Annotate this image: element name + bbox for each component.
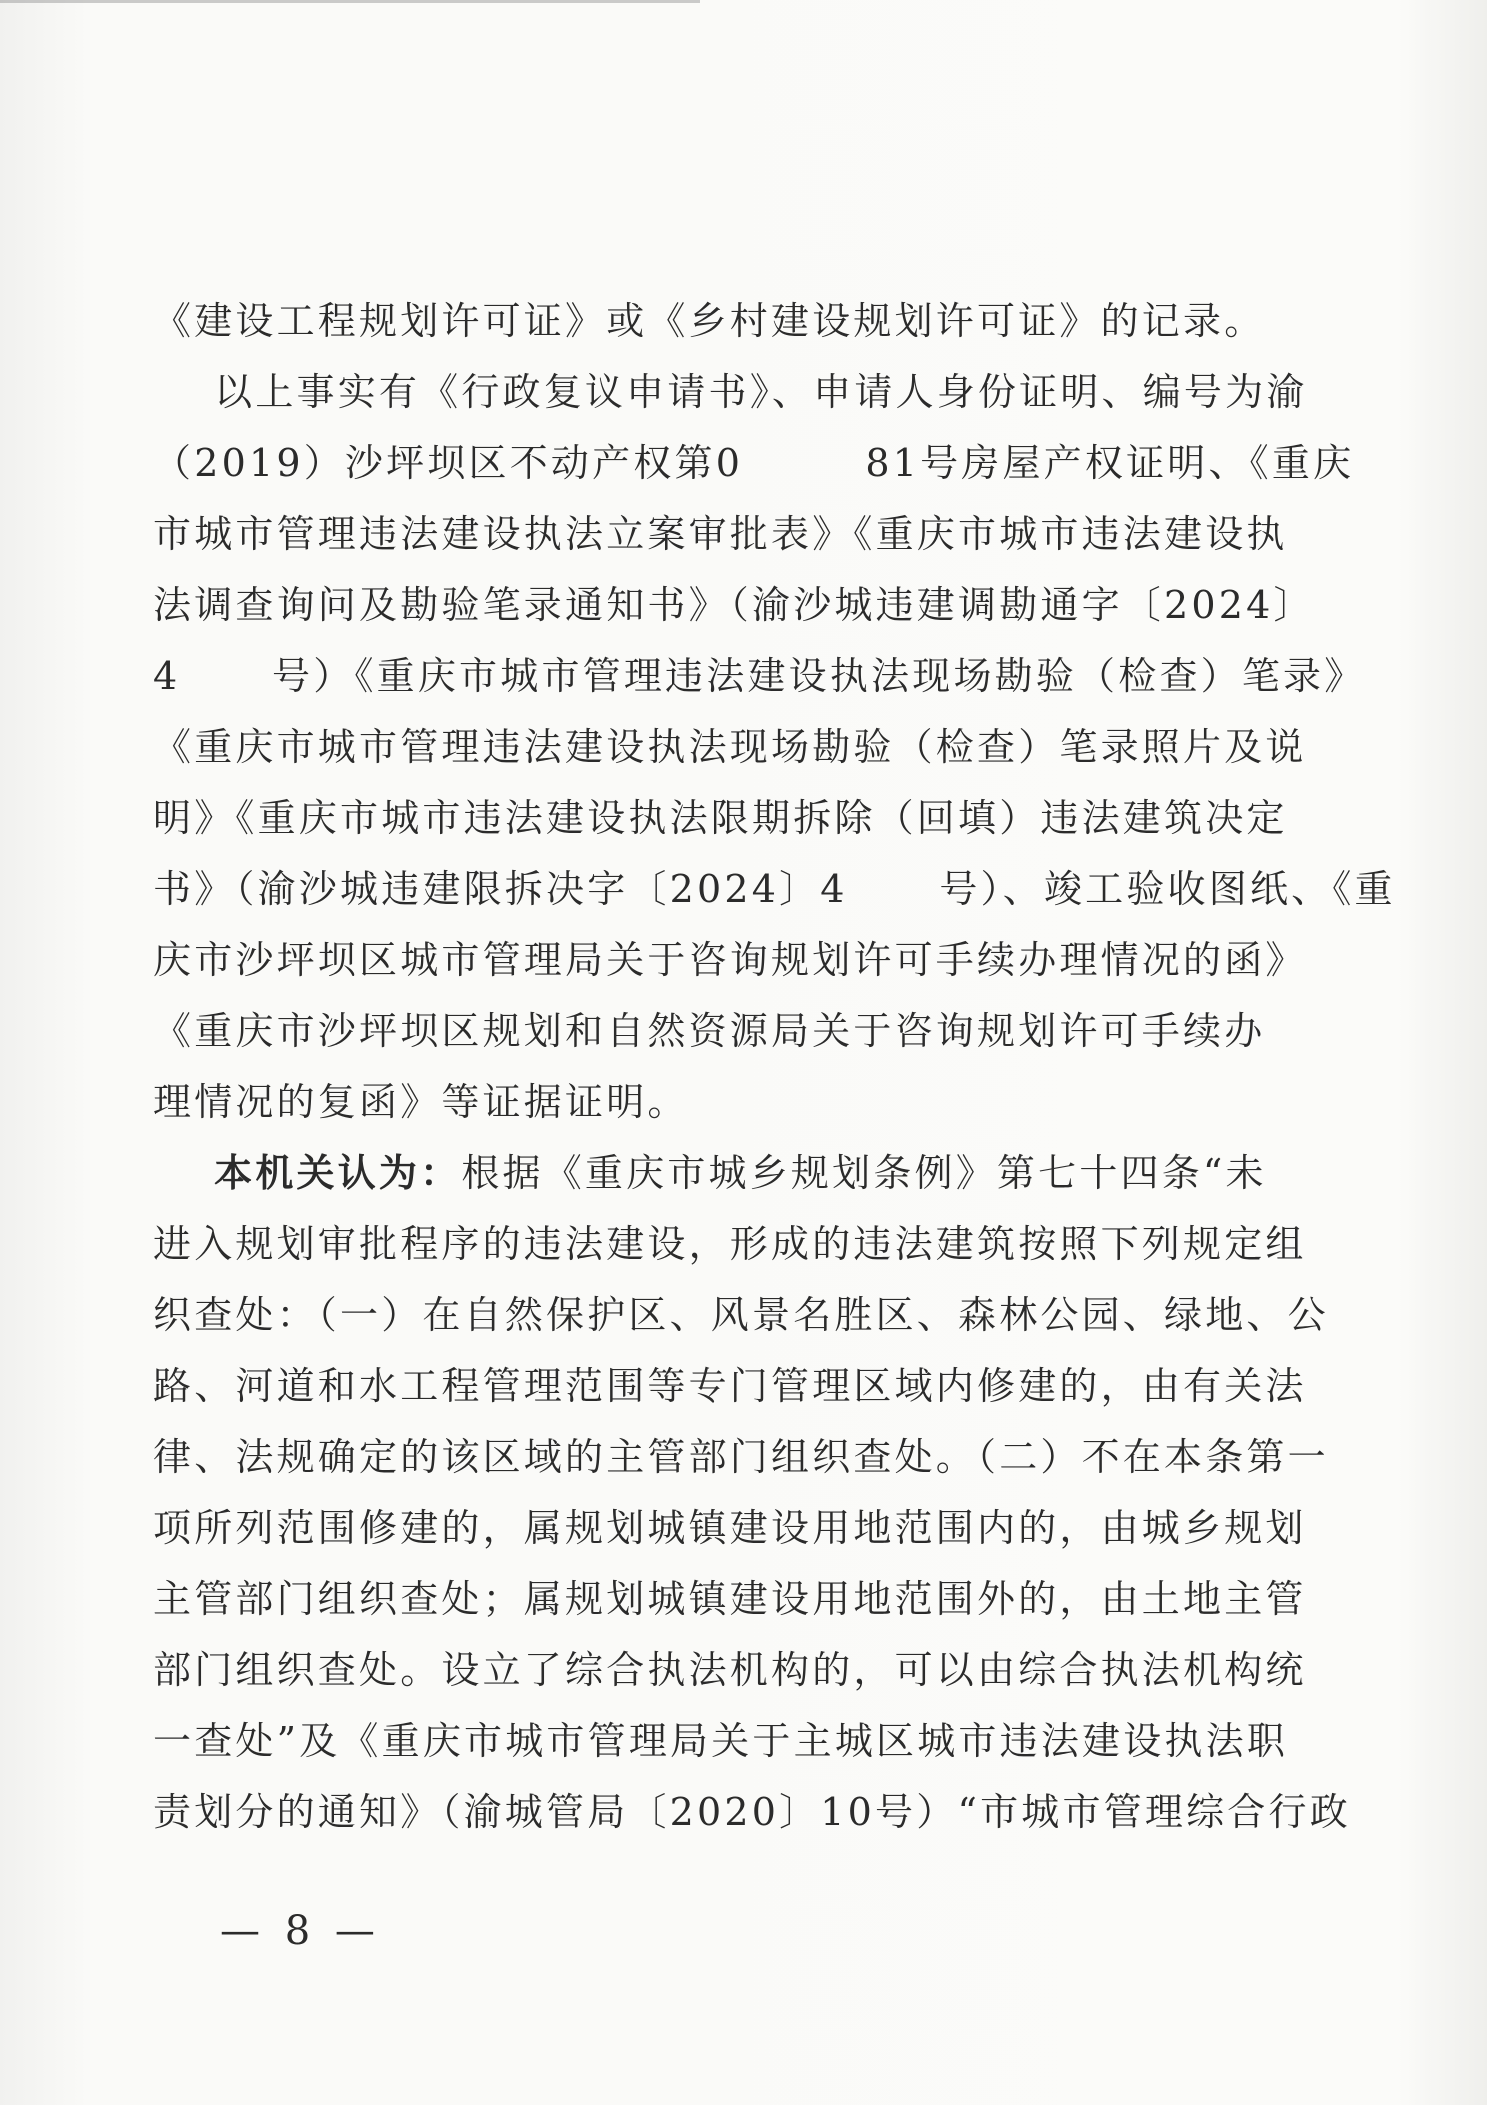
text-line: （2019）沙坪坝区不动产权第0 81号房屋产权证明、《重庆 <box>153 441 1355 485</box>
text-line: 书》（渝沙城违建限拆决字〔2024〕4 号）、竣工验收图纸、《重 <box>153 867 1396 911</box>
text-line: 路、河道和水工程管理范围等专门管理区域内修建的，由有关法 <box>153 1364 1307 1408</box>
text-line: 一查处”及《重庆市城市管理局关于主城区城市违法建设执法职 <box>153 1719 1289 1763</box>
text-line: 进入规划审批程序的违法建设，形成的违法建筑按照下列规定组 <box>153 1222 1307 1266</box>
text-line: 《重庆市城市管理违法建设执法现场勘验（检查）笔录照片及说 <box>153 725 1307 769</box>
text-line: 主管部门组织查处；属规划城镇建设用地范围外的，由土地主管 <box>153 1577 1307 1621</box>
text-line: 责划分的通知》（渝城管局〔2020〕10号）“市城市管理综合行政 <box>153 1790 1351 1834</box>
text-line: 《建设工程规划许可证》或《乡村建设规划许可证》的记录。 <box>153 299 1266 343</box>
text-line: 律、法规确定的该区域的主管部门组织查处。（二）不在本条第一 <box>153 1435 1329 1479</box>
text-line: 织查处：（一）在自然保护区、风景名胜区、森林公园、绿地、公 <box>153 1293 1329 1337</box>
conclusion-label: 本机关认为： <box>214 1150 462 1195</box>
paragraph-opening-line <box>153 1148 1273 1198</box>
text-line: 市城市管理违法建设执法立案审批表》《重庆市城市违法建设执 <box>153 512 1288 556</box>
text-line: 明》《重庆市城市违法建设执法限期拆除（回填）违法建筑决定 <box>153 796 1288 840</box>
text-line: 4 号）《重庆市城市管理违法建设执法现场勘验（检查）笔录》 <box>153 654 1366 698</box>
text-line: 法调查询问及勘验笔录通知书》（渝沙城违建调勘通字〔2024〕 <box>153 583 1315 627</box>
page-number: — 8 — <box>220 1908 381 1954</box>
top-edge-rule <box>0 0 700 3</box>
text-line: 理情况的复函》等证据证明。 <box>153 1080 689 1124</box>
conclusion-text: 根据《重庆市城乡规划条例》第七十四条“未 <box>461 1151 1267 1195</box>
text-line: 部门组织查处。设立了综合执法机构的，可以由综合执法机构统 <box>153 1648 1307 1692</box>
text-line: 项所列范围修建的，属规划城镇建设用地范围内的，由城乡规划 <box>153 1506 1307 1550</box>
text-line: 《重庆市沙坪坝区规划和自然资源局关于咨询规划许可手续办 <box>153 1009 1266 1053</box>
text-line: 以上事实有《行政复议申请书》、申请人身份证明、编号为渝 <box>153 370 1308 414</box>
text-line: 庆市沙坪坝区城市管理局关于咨询规划许可手续办理情况的函》 <box>153 938 1307 982</box>
